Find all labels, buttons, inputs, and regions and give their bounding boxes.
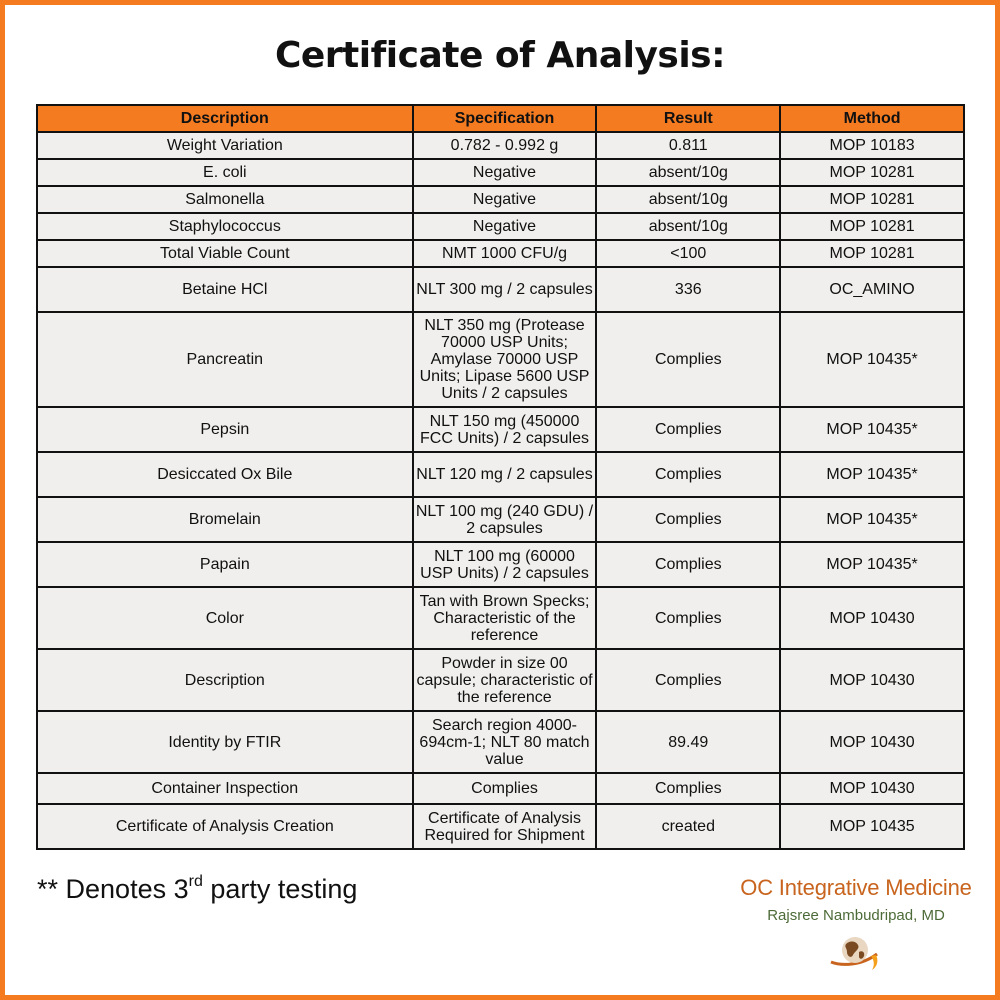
- cell-specification: Search region 4000-694cm-1; NLT 80 match value: [413, 711, 597, 773]
- cell-description: Desiccated Ox Bile: [37, 452, 413, 497]
- footnote-prefix: ** Denotes 3: [37, 874, 189, 904]
- cell-method: MOP 10183: [780, 132, 964, 159]
- table-row: [37, 407, 964, 452]
- cell-description: Papain: [37, 542, 413, 587]
- cell-result: Complies: [596, 497, 780, 542]
- cell-method: MOP 10430: [780, 773, 964, 804]
- cell-method: MOP 10281: [780, 159, 964, 186]
- cell-result: Complies: [596, 773, 780, 804]
- globe-swoosh-logo-icon: [827, 932, 885, 977]
- page-title: Certificate of Analysis:: [274, 35, 726, 76]
- cell-specification: NLT 120 mg / 2 capsules: [413, 452, 597, 497]
- table-row: [37, 267, 964, 312]
- cell-specification: NLT 300 mg / 2 capsules: [413, 267, 597, 312]
- cell-method: MOP 10435*: [780, 497, 964, 542]
- cell-description: Certificate of Analysis Creation: [37, 804, 413, 849]
- cell-specification: NLT 350 mg (Protease 70000 USP Units; Amylase 70000 USP Units; Lipase 5600 USP Units / 2 capsules: [413, 312, 597, 407]
- table-row: [37, 312, 964, 407]
- cell-description: Description: [37, 649, 413, 711]
- cell-method: OC_AMINO: [780, 267, 964, 312]
- header-method: Method: [780, 105, 964, 132]
- cell-specification: Certificate of Analysis Required for Shipment: [413, 804, 597, 849]
- brand-block: [731, 875, 981, 977]
- brand-person: Rajsree Nambudripad, MD: [767, 907, 945, 924]
- cell-description: Color: [37, 587, 413, 649]
- cell-result: Complies: [596, 649, 780, 711]
- cell-result: 89.49: [596, 711, 780, 773]
- footnote-superscript: rd: [188, 873, 203, 890]
- cell-specification: Tan with Brown Specks; Characteristic of the reference: [413, 587, 597, 649]
- cell-description: Salmonella: [37, 186, 413, 213]
- table-row: [37, 452, 964, 497]
- cell-description: Identity by FTIR: [37, 711, 413, 773]
- cell-method: MOP 10435*: [780, 407, 964, 452]
- cell-description: Staphylococcus: [37, 213, 413, 240]
- table-row: [37, 497, 964, 542]
- cell-method: MOP 10281: [780, 240, 964, 267]
- cell-result: absent/10g: [596, 159, 780, 186]
- cell-method: MOP 10430: [780, 649, 964, 711]
- cell-result: <100: [596, 240, 780, 267]
- cell-method: MOP 10435*: [780, 542, 964, 587]
- cell-result: absent/10g: [596, 213, 780, 240]
- cell-result: 0.811: [596, 132, 780, 159]
- cell-specification: Negative: [413, 186, 597, 213]
- cell-specification: Complies: [413, 773, 597, 804]
- table-row: [37, 542, 964, 587]
- cell-description: E. coli: [37, 159, 413, 186]
- table-row: [37, 213, 964, 240]
- third-party-footnote: [37, 873, 357, 905]
- cell-description: Bromelain: [37, 497, 413, 542]
- header-description: Description: [37, 105, 413, 132]
- cell-method: MOP 10430: [780, 587, 964, 649]
- cell-specification: NLT 100 mg (60000 USP Units) / 2 capsules: [413, 542, 597, 587]
- cell-result: Complies: [596, 312, 780, 407]
- cell-description: Pancreatin: [37, 312, 413, 407]
- cell-method: MOP 10430: [780, 711, 964, 773]
- table-row: [37, 587, 964, 649]
- header-specification: Specification: [413, 105, 597, 132]
- cell-specification: NMT 1000 CFU/g: [413, 240, 597, 267]
- cell-result: Complies: [596, 542, 780, 587]
- cell-specification: NLT 150 mg (450000 FCC Units) / 2 capsules: [413, 407, 597, 452]
- cell-method: MOP 10435: [780, 804, 964, 849]
- cell-specification: Negative: [413, 213, 597, 240]
- cell-specification: NLT 100 mg (240 GDU) / 2 capsules: [413, 497, 597, 542]
- table-row: [37, 711, 964, 773]
- cell-method: MOP 10281: [780, 186, 964, 213]
- cell-result: absent/10g: [596, 186, 780, 213]
- cell-description: Container Inspection: [37, 773, 413, 804]
- table-row: [37, 773, 964, 804]
- header-result: Result: [596, 105, 780, 132]
- cell-method: MOP 10281: [780, 213, 964, 240]
- table-row: [37, 132, 964, 159]
- footnote-suffix: party testing: [202, 874, 358, 904]
- cell-specification: Powder in size 00 capsule; characteristic of the reference: [413, 649, 597, 711]
- cell-result: Complies: [596, 587, 780, 649]
- cell-result: 336: [596, 267, 780, 312]
- brand-name: OC Integrative Medicine: [740, 875, 972, 900]
- cell-result: created: [596, 804, 780, 849]
- table-row: [37, 240, 964, 267]
- cell-method: MOP 10435*: [780, 452, 964, 497]
- cell-description: Pepsin: [37, 407, 413, 452]
- cell-result: Complies: [596, 407, 780, 452]
- table-body: [37, 132, 964, 849]
- table-row: [37, 159, 964, 186]
- cell-method: MOP 10435*: [780, 312, 964, 407]
- table-row: [37, 186, 964, 213]
- table-row: [37, 804, 964, 849]
- cell-description: Betaine HCl: [37, 267, 413, 312]
- table-header-row: [37, 105, 964, 132]
- cell-description: Weight Variation: [37, 132, 413, 159]
- cell-result: Complies: [596, 452, 780, 497]
- cell-description: Total Viable Count: [37, 240, 413, 267]
- table-row: [37, 649, 964, 711]
- cell-specification: 0.782 - 0.992 g: [413, 132, 597, 159]
- analysis-table: [36, 104, 965, 850]
- cell-specification: Negative: [413, 159, 597, 186]
